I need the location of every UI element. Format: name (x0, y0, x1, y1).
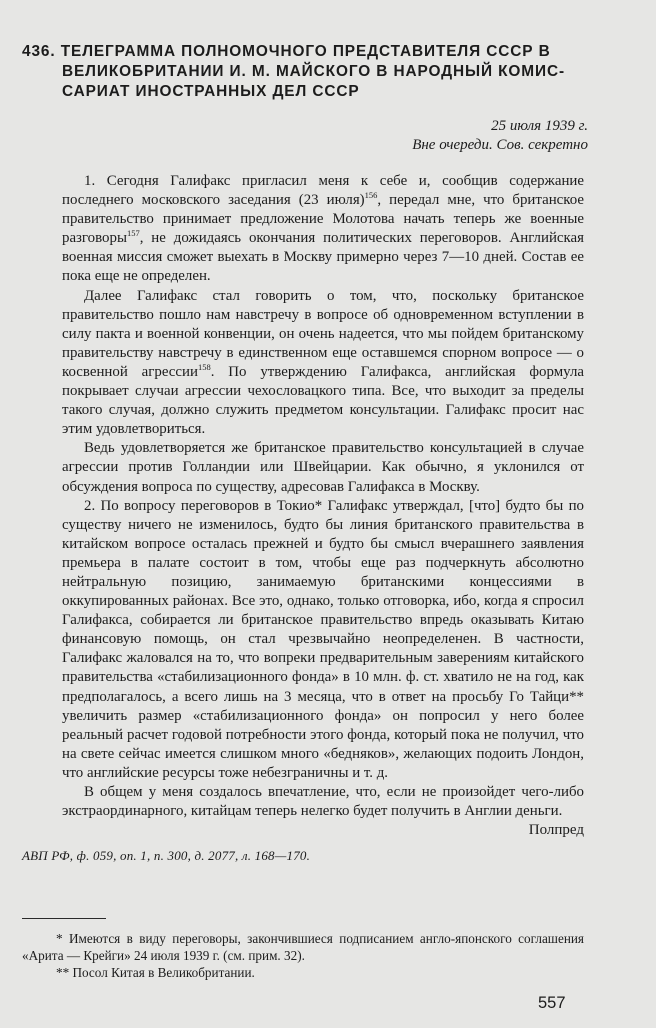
paragraph-text: , передал мне, что британское правительство принимает предложение Молотова начать теперь же военные разговоры (62, 192, 584, 247)
footnotes (22, 930, 584, 982)
endnote-ref: 156 (364, 190, 378, 201)
dateline (412, 117, 588, 155)
paragraph (62, 287, 584, 440)
heading-line: ВЕЛИКОБРИТАНИИ И. М. МАЙСКОГО В НАРОДНЫЙ КОМИС- (62, 63, 566, 80)
signature: Полпред (528, 822, 584, 838)
classification-mark: Вне очереди. Сов. секретно (412, 137, 588, 153)
page-number: 557 (538, 994, 566, 1012)
paragraph-text: Далее Галифакс стал говорить о том, что, поскольку британское правительство пошло нам навстречу в вопросе об одновременном вступлении в силу пакта и военной конвенции, он очень надеется, что мы пойдем британскому правительству навстречу в единственном еще оставшемся спорном вопросе — о косвенной агрессии (62, 287, 584, 380)
document-date: 25 июля 1939 г. (491, 118, 588, 134)
heading-line: САРИАТ ИНОСТРАННЫХ ДЕЛ СССР (62, 83, 360, 100)
paragraph: 2. По вопросу переговоров в Токио* Галифакс утверждал, [что] будто бы по существу ничего не изменилось, будто бы линия британского правительства в китайском вопросе осталась прежней и будто бы смысл вчерашнего заявления премьера в палате состоит в том, чтобы еще раз подчеркнуть абсолютно нейтральную позицию, занимаемую британскими концессиями в оккупированных районах. Все это, однако, только отговорка, ибо, когда я спросил Галифакса, собирается ли британское правительство впредь оказывать Китаю финансовую помощь, он стал чрезвычайно неопределенен. В частности, Галифакс жаловался на то, что вопреки предварительным заверениям китайского правительства «стабилизационного фонда» в 10 млн. ф. ст. хватило не на год, как предполагалось, а всего лишь на 3 месяца, что в ответ на просьбу Го Тайци** увеличить размер «стабилизационного фонда» он попросил у него более реальный расчет годовой потребности этого фонда, который пока не получил, что на свете сейчас имеется слишком много «бедняков», желающих подоить Лондон, что английские ресурсы тоже небезграничны и т. д. (62, 497, 584, 781)
telegram-body (62, 172, 584, 821)
footnote: ** Посол Китая в Великобритании. (56, 965, 255, 981)
paragraph: Ведь удовлетворяется же британское правительство консультацией в случае агрессии против Голландии или Швейцарии. Как обычно, я уклонился от обсуждения вопроса по существу, адресовав Галифакса в Москву. (62, 440, 584, 495)
paragraph-text: , не дожидаясь окончания политических переговоров. Английская военная миссия сможет выехать в Москву примерно через 7—10 дней. Состав ее пока еще не определен. (62, 230, 584, 285)
document-heading (22, 42, 602, 102)
endnote-ref: 157 (126, 228, 140, 239)
paragraph-text: . По утверждению Галифакса, английская формула покрывает случаи агрессии чехословацкого типа. Все, что выходит за пределы такого случая, должно служить предметом консультации. Галифакс просит нас этим удовлетвориться. (62, 363, 584, 438)
paragraph: В общем у меня создалось впечатление, что, если не произойдет чего-либо экстраординарного, китайцам теперь нелегко будет получить в Англии деньги. (62, 784, 584, 820)
footnote-divider (22, 918, 106, 919)
paragraph (62, 172, 584, 287)
archive-source: АВП РФ, ф. 059, оп. 1, п. 300, д. 2077, л. 168—170. (22, 848, 311, 863)
footnote: * Имеются в виду переговоры, закончившиеся подписанием англо-японского соглашения «Арита — Крейги» 24 июля 1939 г. (см. прим. 32). (22, 931, 584, 964)
heading-line: 436. ТЕЛЕГРАММА ПОЛНОМОЧНОГО ПРЕДСТАВИТЕЛЯ СССР В (22, 43, 551, 60)
paragraph-text: 1. Сегодня Галифакс пригласил меня к себе и, сообщив содержание последнего московского заседания (23 июля) (62, 173, 584, 209)
endnote-ref: 158 (197, 361, 211, 372)
